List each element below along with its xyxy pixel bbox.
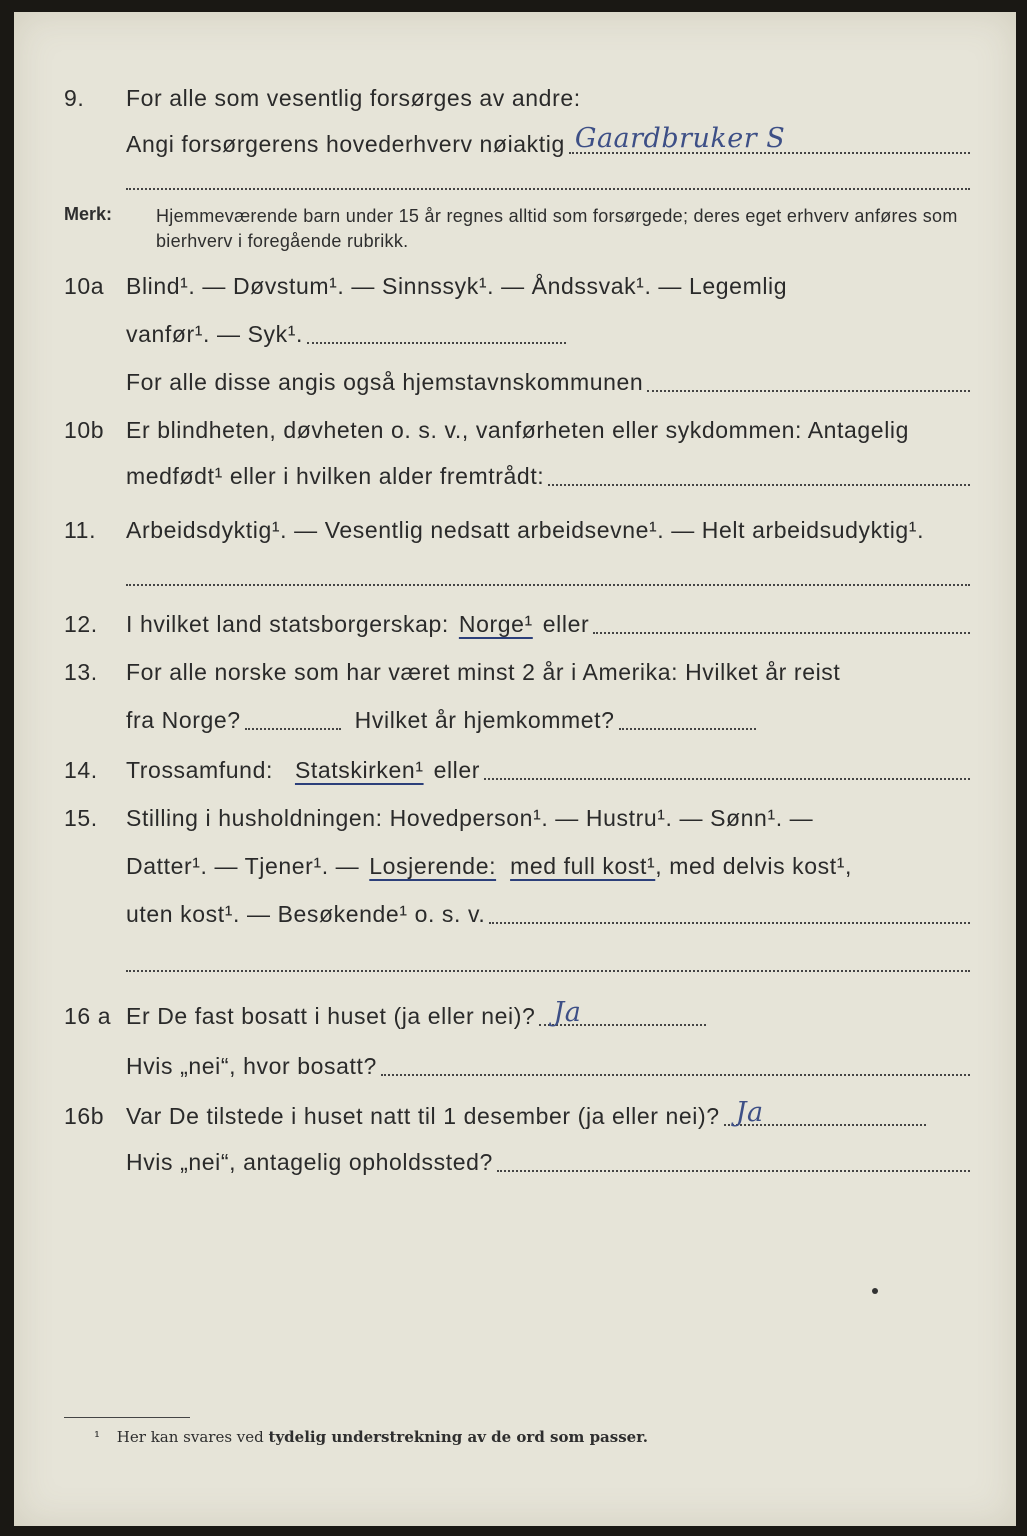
q14-or-label: eller xyxy=(433,757,481,783)
q13-returned-label: Hvilket år hjemkommet? xyxy=(354,707,615,733)
q16b-number: 16b xyxy=(64,1103,105,1129)
q10b-line1 xyxy=(14,410,1016,450)
q16b-question: Var De tilstede i huset natt til 1 desember (ja eller nei)? xyxy=(126,1103,720,1129)
q12-norge-option[interactable]: Norge¹ xyxy=(458,611,533,637)
ink-speck xyxy=(872,1288,878,1294)
q15-line1 xyxy=(14,798,1016,838)
q12-question: I hvilket land statsborgerskap: xyxy=(126,611,449,637)
q16a-number: 16 a xyxy=(64,1003,112,1029)
q10a-question-line3: For alle disse angis også hjemstavnskommunen xyxy=(126,369,644,395)
q9-line2 xyxy=(14,124,1016,164)
q14-question: Trossamfund: xyxy=(126,757,273,783)
q15-line2-options: Datter¹. — Tjener¹. — xyxy=(126,853,360,879)
q12-answer-field[interactable] xyxy=(593,632,970,634)
q15-line3-options: uten kost¹. — Besøkende¹ o. s. v. xyxy=(126,901,486,927)
q15-question: Stilling i husholdningen: Hovedperson¹. — Hustru¹. — Sønn¹. — xyxy=(126,805,814,831)
q10b-question: Er blindheten, døvheten o. s. v., vanførheten eller sykdommen: Antagelig xyxy=(126,417,910,443)
q10b-line2 xyxy=(14,456,1016,496)
footnote-rule xyxy=(64,1417,190,1418)
q12-number: 12. xyxy=(64,611,98,637)
census-form-page xyxy=(14,12,1016,1526)
q13-returned-year-field[interactable] xyxy=(619,728,756,730)
q9-extra-answer-line[interactable] xyxy=(126,188,970,190)
q15-full-kost-option[interactable]: med full kost¹ xyxy=(510,853,656,879)
q16b-whereabouts-field[interactable] xyxy=(497,1170,970,1172)
q14-answer-field[interactable] xyxy=(484,778,970,780)
q14-number: 14. xyxy=(64,757,98,783)
q16a-question-line2: Hvis „nei“, hvor bosatt? xyxy=(126,1053,377,1079)
q14-statskirken-option[interactable]: Statskirken¹ xyxy=(294,757,424,783)
q16b-handwritten-answer: Ja xyxy=(735,1097,764,1128)
q9-number: 9. xyxy=(64,85,85,111)
q9-line1 xyxy=(14,78,1016,118)
q15-line3 xyxy=(14,894,1016,934)
q16a-line1 xyxy=(14,996,1016,1036)
q10a-line3 xyxy=(14,362,1016,402)
q11-answer-line[interactable] xyxy=(126,584,970,586)
q15-losjerende-option[interactable]: Losjerende: xyxy=(369,853,497,879)
q10b-number: 10b xyxy=(64,417,105,443)
note-label: Merk: xyxy=(64,204,113,224)
q11-question: Arbeidsdyktig¹. — Vesentlig nedsatt arbeidsevne¹. — Helt arbeidsudyktig¹. xyxy=(126,517,925,543)
q12-or-label: eller xyxy=(542,611,590,637)
q11-line1 xyxy=(14,510,1016,550)
q13-left-norway-label: fra Norge? xyxy=(126,707,241,733)
q10a-question-line2: vanfør¹. — Syk¹. xyxy=(126,321,304,347)
q13-line2 xyxy=(14,700,1016,740)
q9-question: For alle som vesentlig forsørges av andre: xyxy=(126,85,581,111)
q16b-line1 xyxy=(14,1096,1016,1136)
q15-line2-rest: , med delvis kost¹, xyxy=(655,853,853,879)
q10a-question: Blind¹. — Døvstum¹. — Sinnssyk¹. — Åndssvak¹. — Legemlig xyxy=(126,273,788,299)
q14-line1 xyxy=(14,750,1016,790)
q10b-answer-field[interactable] xyxy=(548,484,970,486)
q15-extra-answer-line[interactable] xyxy=(126,970,970,972)
q10b-question-line2: medfødt¹ eller i hvilken alder fremtrådt: xyxy=(126,463,545,489)
q13-question: For alle norske som har været minst 2 år i Amerika: Hvilket år reist xyxy=(126,659,841,685)
q16a-residence-field[interactable] xyxy=(381,1074,970,1076)
footnote-bold-text: tydelig understrekning av de ord som passer. xyxy=(268,1428,648,1446)
note-text: Hjemmeværende barn under 15 år regnes alltid som forsørgede; deres eget erhverv anføres som bierhverv i foregående rubrikk. xyxy=(156,206,958,251)
q12-line1 xyxy=(14,604,1016,644)
q16a-line2 xyxy=(14,1046,1016,1086)
q9-handwritten-answer: Gaardbruker S xyxy=(574,123,786,154)
footnote-text: Her kan svares ved xyxy=(116,1428,264,1446)
q16b-answer-field[interactable] xyxy=(724,1097,926,1128)
q9-answer-field[interactable] xyxy=(569,123,970,154)
q13-left-year-field[interactable] xyxy=(245,728,341,730)
q16a-handwritten-answer: Ja xyxy=(553,997,582,1028)
q15-number: 15. xyxy=(64,805,98,831)
q13-number: 13. xyxy=(64,659,98,685)
q15-answer-field[interactable] xyxy=(489,922,970,924)
q10a-answer-field[interactable] xyxy=(307,342,566,344)
q16a-answer-field[interactable] xyxy=(539,997,706,1028)
q10a-number: 10a xyxy=(64,273,105,299)
q16a-question: Er De fast bosatt i huset (ja eller nei)? xyxy=(126,1003,536,1029)
q10a-home-municipality-field[interactable] xyxy=(647,390,970,392)
q16b-line2 xyxy=(14,1142,1016,1182)
q15-line2 xyxy=(14,846,1016,886)
q11-number: 11. xyxy=(64,517,97,543)
q16b-question-line2: Hvis „nei“, antagelig opholdssted? xyxy=(126,1149,493,1175)
footnote-mark: ¹ xyxy=(94,1428,101,1446)
q10a-line2 xyxy=(14,314,1016,354)
q13-line1 xyxy=(14,652,1016,692)
q9-question-line2: Angi forsørgerens hovederhverv nøiaktig xyxy=(126,131,565,157)
footnote xyxy=(94,1428,648,1446)
q10a-line1 xyxy=(14,266,1016,306)
